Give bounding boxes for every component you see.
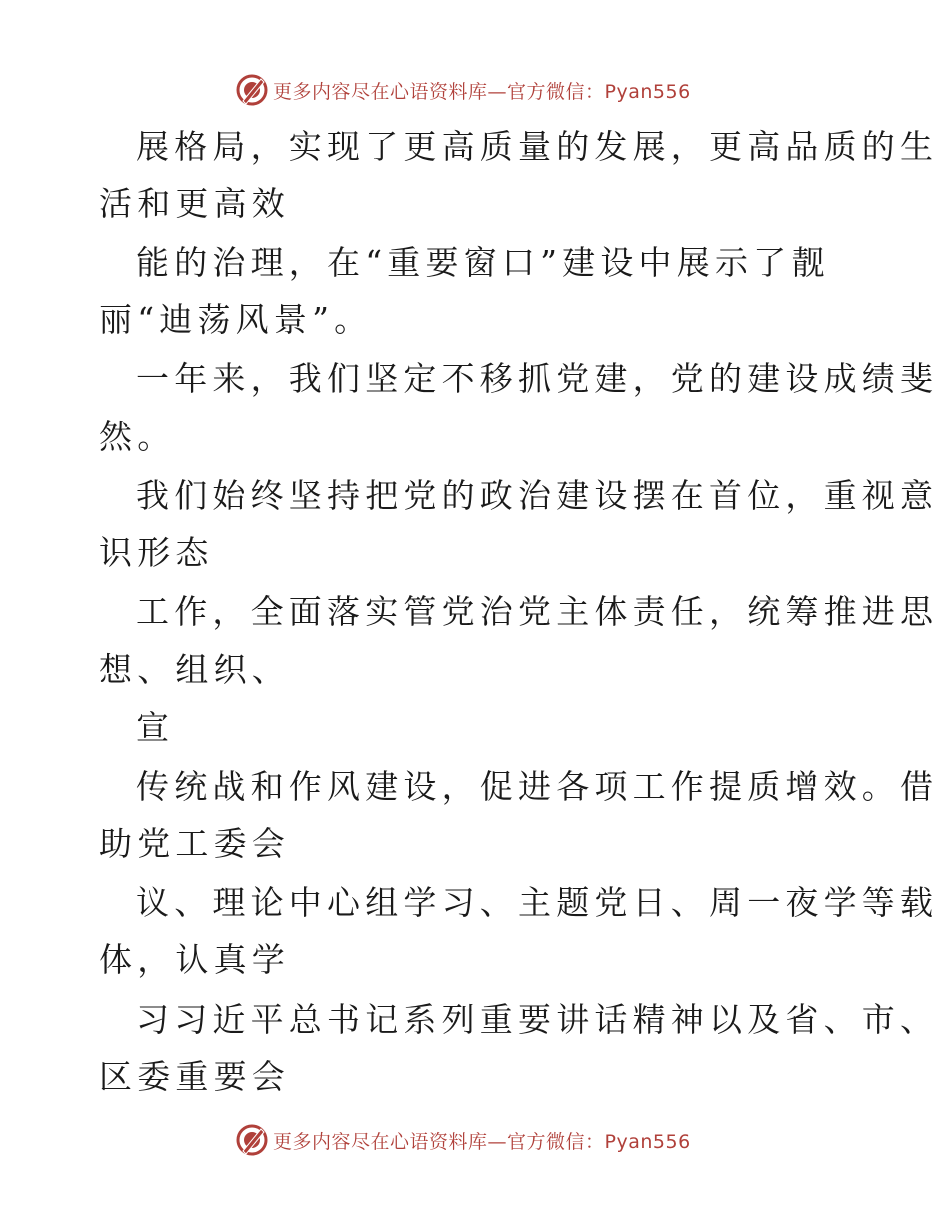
text-line: 然。: [99, 417, 176, 456]
text-line: 习习近平总书记系列重要讲话精神以及省、市、: [136, 1000, 939, 1039]
text-line: 识形态: [99, 533, 214, 572]
text-line: 传统战和作风建设，促进各项工作提质增效。借: [136, 767, 939, 806]
header-banner: [0, 70, 950, 110]
text-line: 丽“迪荡风景”。: [99, 300, 373, 339]
text-line: 能的治理，在“重要窗口”建设中展示了靓: [136, 243, 830, 282]
text-line: 区委重要会: [99, 1057, 290, 1096]
text-line: 一年来，我们坚定不移抓党建，党的建设成绩斐: [136, 359, 939, 398]
text-line: 议、理论中心组学习、主题党日、周一夜学等载: [136, 883, 939, 922]
text-line: 体，认真学: [99, 940, 290, 979]
header-banner-text: 更多内容尽在心语资料库—官方微信：Pyan556: [273, 80, 691, 103]
text-line: 展格局，实现了更高质量的发展，更高品质的生: [136, 127, 939, 166]
text-line: 活和更高效: [99, 184, 290, 223]
pen-logo-icon: [235, 1123, 269, 1157]
footer-banner-text: 更多内容尽在心语资料库—官方微信：Pyan556: [273, 1130, 691, 1153]
pen-logo-icon: [235, 73, 269, 107]
text-line: 助党工委会: [99, 824, 290, 863]
text-line: 想、组织、: [99, 650, 290, 689]
text-line: 我们始终坚持把党的政治建设摆在首位，重视意: [136, 476, 939, 515]
text-line: 宣: [136, 708, 175, 747]
footer-banner: [0, 1120, 950, 1160]
text-line: 工作，全面落实管党治党主体责任，统筹推进思: [136, 592, 939, 631]
